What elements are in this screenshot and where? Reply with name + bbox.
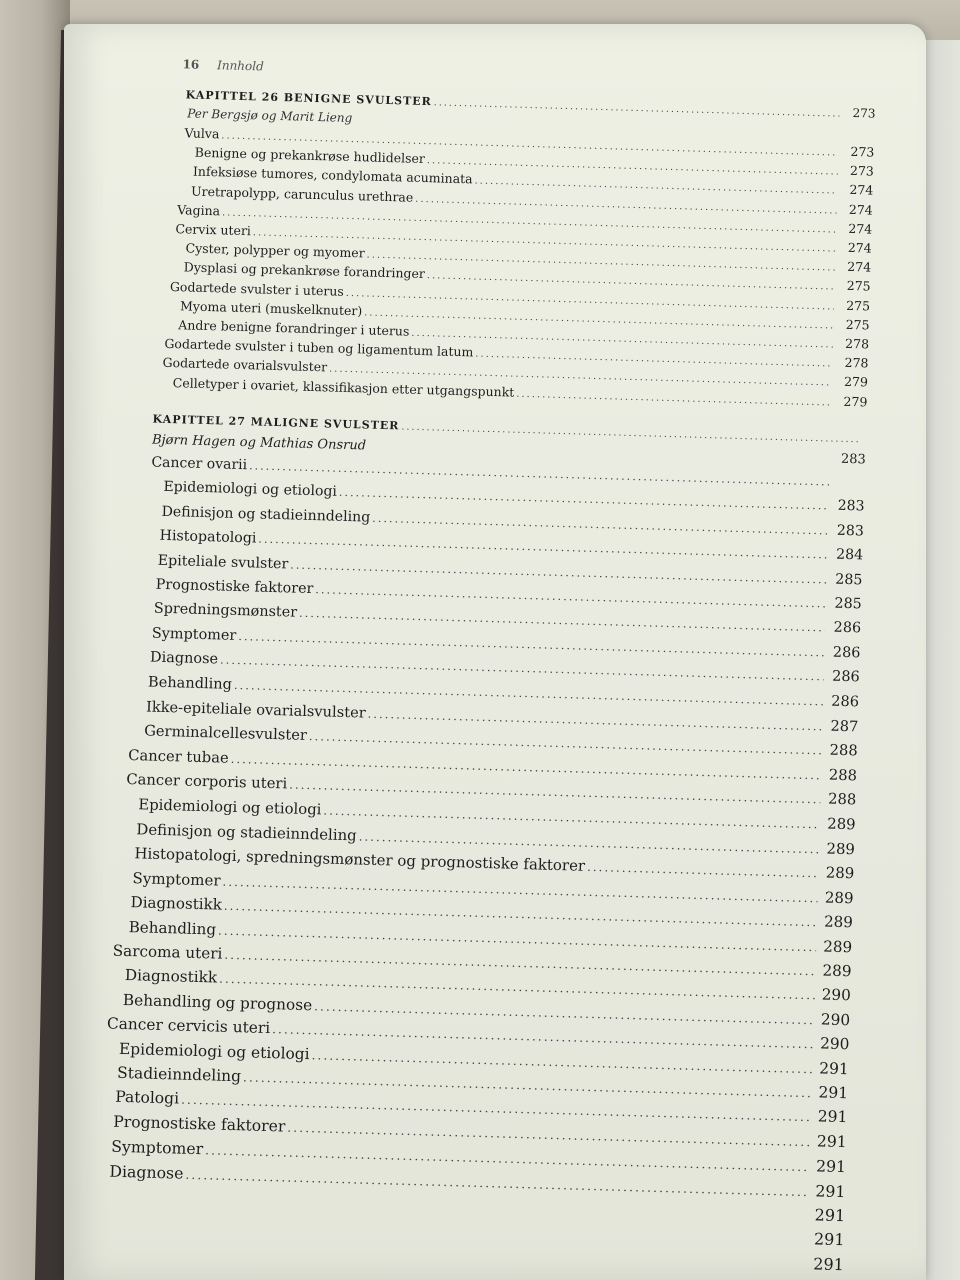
header-page-number: 16 <box>182 57 200 72</box>
toc-entry-label: Vulva <box>184 125 220 142</box>
leader-dots <box>290 557 827 586</box>
toc-entry-page: 291 <box>816 1132 847 1151</box>
toc-entry-page: 285 <box>834 595 862 613</box>
toc-entry-label: Cancer cervicis uteri <box>106 1014 271 1038</box>
toc-entry-label: Behandling <box>128 917 217 939</box>
leader-dots <box>339 486 829 513</box>
toc-entry-page: 283 <box>837 498 865 515</box>
toc-entry-page: 284 <box>835 546 864 564</box>
leader-dots <box>434 97 840 119</box>
toc-entry-page: 291 <box>818 1083 849 1103</box>
toc-entry-label: Godartede svulster i tuben og ligamentum latum <box>164 336 474 360</box>
toc-entry-page: 291 <box>817 1107 848 1127</box>
toc-entry-label: Celletyper i ovariet, klassifikasjon etter utgangspunkt <box>172 374 515 400</box>
running-header <box>182 57 264 73</box>
toc-entry-page: 279 <box>843 393 868 410</box>
toc-entry-page: 289 <box>823 937 853 956</box>
toc-entry-page: 279 <box>843 374 869 390</box>
toc-entry-label: Ikke-epiteliale ovarialsvulster <box>145 698 366 722</box>
leader-dots <box>299 606 825 635</box>
toc-entry-page: 291 <box>819 1059 850 1078</box>
toc-entry-label: Infeksiøse tumores, condylomata acuminata <box>192 163 473 187</box>
toc-entry-page <box>835 486 865 487</box>
toc-entry-label: Behandling og prognose <box>122 990 313 1015</box>
toc-entry-page: 288 <box>828 766 858 785</box>
leader-dots <box>367 707 822 734</box>
toc-entry-label: Prognostiske faktorer <box>113 1112 286 1136</box>
toc-entry-page: 274 <box>847 259 872 275</box>
toc-entry-label: Definisjon og stadieinndeling <box>136 820 357 845</box>
chapter-title: KAPITTEL 26 BENIGNE SVULSTER <box>185 88 432 109</box>
toc-entry-label: Cyster, polypper og myomer <box>185 240 365 261</box>
toc-entry-page: 278 <box>844 355 869 371</box>
toc-entry-page: 286 <box>832 644 861 662</box>
toc-entry-label: Stadieinndeling <box>116 1063 242 1086</box>
toc-entry-label: Uretrapolypp, carunculus urethrae <box>190 183 414 205</box>
toc-entry-label: Benigne og prekankrøse hudlidelser <box>194 144 426 167</box>
header-section: Innhold <box>216 58 264 74</box>
toc-entry-page: 286 <box>831 693 860 710</box>
book-page <box>64 24 926 1280</box>
toc-entry-page: 289 <box>822 961 852 981</box>
page-number: 283 <box>840 451 866 468</box>
toc-entry-page: 285 <box>835 571 863 589</box>
toc-entry-page: 275 <box>846 278 871 294</box>
toc-entry-label: Andre benigne forandringer i uterus <box>178 317 410 339</box>
toc-entry-page: 288 <box>829 741 858 760</box>
toc-entry-page: 289 <box>826 839 856 859</box>
toc-entry-label: Diagnose <box>109 1161 184 1183</box>
toc-entry-label: Histopatologi, spredningsmønster og prognostiske faktorer <box>134 844 586 876</box>
trailing-page-number: 291 <box>813 1254 845 1274</box>
toc-entry-page: 286 <box>833 620 862 637</box>
toc-entry-page: 274 <box>848 201 873 218</box>
toc-entry-label: Diagnose <box>149 649 219 668</box>
toc-entry-page: 290 <box>820 1010 851 1030</box>
trailing-page-number: 291 <box>813 1229 845 1250</box>
toc-entry-page: 289 <box>827 815 856 833</box>
toc-entry-label: Epidemiologi og etiologi <box>138 795 322 818</box>
toc-entry-label: Symptomer <box>111 1136 204 1159</box>
leader-dots <box>315 582 826 610</box>
page-number: 273 <box>852 105 876 121</box>
toc-entry-label: Epidemiologi og etiologi <box>163 479 338 501</box>
page-content <box>64 24 926 1280</box>
leader-dots <box>587 860 819 880</box>
toc-entry-page: 278 <box>844 335 870 352</box>
toc-entry-label: Definisjon og stadieinndeling <box>161 503 371 526</box>
toc-entry-page: 273 <box>850 143 875 160</box>
toc-entry-label: Vagina <box>177 201 221 219</box>
toc-entry-label: Symptomer <box>132 868 221 890</box>
toc-entry-page: 274 <box>847 239 872 256</box>
toc-entry-page: 290 <box>819 1034 850 1054</box>
chapter-26-authors: Per Bergsjø og Marit Lieng <box>187 106 353 125</box>
toc-entry-label: Cancer tubae <box>128 746 229 767</box>
toc-entry-page: 274 <box>849 182 874 198</box>
toc-entry-label: Epiteliale svulster <box>157 552 289 572</box>
toc-entry-page: 273 <box>849 163 875 179</box>
toc-entry-page: 286 <box>831 668 860 686</box>
toc-entry-page: 287 <box>830 717 859 736</box>
toc-entry-label: Godartede svulster i uterus <box>169 278 345 299</box>
leader-dots <box>516 388 831 408</box>
toc-entry-label: Godartede ovarialsvulster <box>162 355 328 375</box>
toc-entry-label: Cancer ovarii <box>151 454 248 474</box>
toc-entry-label: Diagnostikk <box>130 893 223 914</box>
chapter-27-authors: Bjørn Hagen og Mathias Onsrud <box>151 432 367 454</box>
toc-entry-label: Prognostiske faktorer <box>155 576 314 598</box>
toc-entry-label: Symptomer <box>151 625 237 644</box>
toc-entry-label: Cancer corporis uteri <box>126 771 288 793</box>
toc-entry-page: 291 <box>815 1180 846 1201</box>
toc-entry-label: Dysplasi og prekankrøse forandringer <box>183 259 426 282</box>
toc-entry-page: 289 <box>825 863 855 883</box>
toc-entry-page: 283 <box>836 522 865 540</box>
toc-entry-page: 275 <box>846 297 871 314</box>
toc-entry-label: Myoma uteri (muskelknuter) <box>179 298 363 319</box>
toc-entry-label: Cervix uteri <box>175 221 252 239</box>
toc-entry-label: Sarcoma uteri <box>112 941 223 963</box>
toc-entry-label: Spredningsmønster <box>153 601 298 622</box>
toc-entry-page: 291 <box>815 1156 847 1177</box>
toc-entry-label: Histopatologi <box>159 527 257 547</box>
toc-entry-label: Epidemiologi og etiologi <box>118 1039 310 1063</box>
toc-entry-label: Germinalcellesvulster <box>143 722 308 745</box>
toc-entry-label: Diagnostikk <box>124 966 218 987</box>
toc-entry-label: Behandling <box>147 674 233 693</box>
toc-entry-page: 275 <box>845 316 870 333</box>
toc-entry-page: 289 <box>823 912 854 932</box>
toc-entry-page: 274 <box>848 220 873 237</box>
chapter-title: KAPITTEL 27 MALIGNE SVULSTER <box>152 412 400 433</box>
toc-entry-page: 288 <box>827 790 857 809</box>
toc-entry-page: 289 <box>824 888 854 908</box>
leader-dots <box>372 512 828 538</box>
toc-entry-label: Patologi <box>114 1088 180 1108</box>
trailing-page-number: 291 <box>814 1205 846 1226</box>
toc-entry-page: 290 <box>821 985 852 1005</box>
